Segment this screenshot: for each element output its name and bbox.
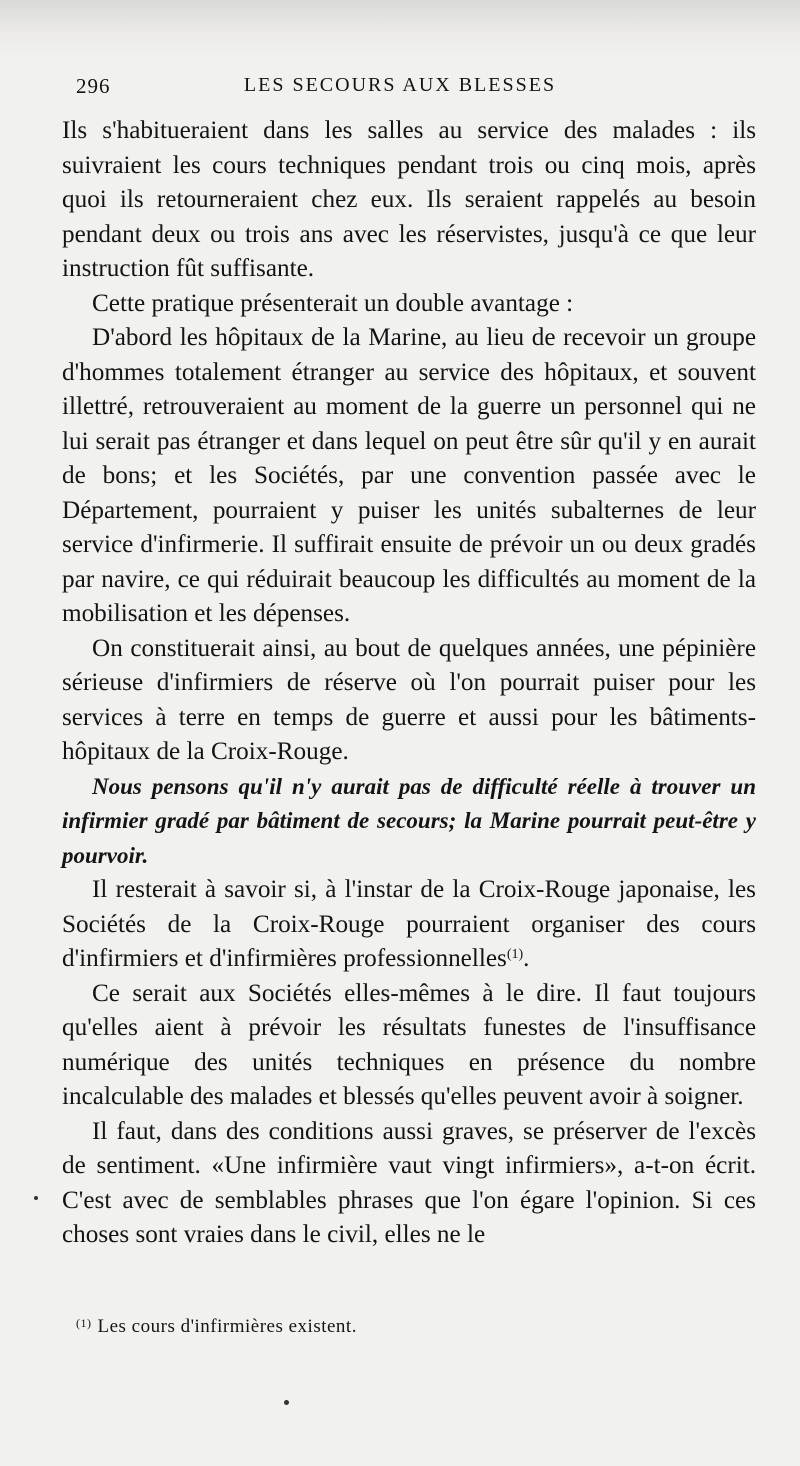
paragraph-5-italic: Nous pensons qu'il n'y aurait pas de difficulté réelle à trouver un infirmier gradé par bâtiment de secours; la Marine pourrait peut-être y pourvoir.: [62, 773, 756, 868]
paragraph-7: Ce serait aux Sociétés elles-mêmes à le dire. Il faut toujours qu'elles aient à prévoir les résultats funestes de l'insuffisance numérique des unités techniques en présence du nombre incalculable des malades et blessés qu'elles peuvent avoir à soigner.: [62, 979, 756, 1110]
footnote-marker: (1): [76, 1316, 92, 1330]
page-header: [60, 74, 740, 104]
paragraph-2: Cette pratique présenterait un double avantage :: [92, 289, 574, 317]
paragraph-6-text: Il resterait à savoir si, à l'instar de la Croix-Rouge japonaise, les Sociétés de la Croix-Rouge pourraient organiser des cours d'infirmiers et d'infirmières professionnelles: [62, 876, 756, 972]
running-title: LES SECOURS AUX BLESSES: [243, 74, 557, 96]
paragraph-6: [62, 873, 756, 977]
scan-speck: [284, 1400, 289, 1405]
paragraph-6-end: .: [523, 945, 530, 972]
paragraph-1: Ils s'habitueraient dans les salles au service des malades : ils suivraient les cours techniques pendant trois ou cinq mois, après quoi ils retourneraient chez eux. Ils seraient rappelés au besoin pendant deux ou trois ans avec les réservistes, jusqu'à ce que leur instruction fût suffisante.: [62, 117, 756, 282]
footnote-reference: (1): [506, 947, 524, 962]
scan-top-edge: [0, 0, 800, 60]
paragraph-8: Il faut, dans des conditions aussi graves, se préserver de l'excès de sentiment. «Une infirmière vaut vingt infirmiers», a-t-on écrit. C'est avec de semblables phrases que l'on égare l'opinion. Si ces choses sont vraies dans le civil, elles ne le: [62, 1117, 756, 1248]
footnote-text: Les cours d'infirmières existent.: [97, 1316, 357, 1337]
paragraph-4: On constituerait ainsi, au bout de quelques années, une pépinière sérieuse d'infirmiers de réserve où l'on pourrait puiser pour les services à terre en temps de guerre et aussi pour les bâtiments-hôpitaux de la Croix-Rouge.: [62, 634, 756, 765]
footnote: [76, 1316, 736, 1338]
scan-speck: [34, 1196, 38, 1200]
paragraph-3: D'abord les hôpitaux de la Marine, au lieu de recevoir un groupe d'hommes totalement étranger au service des hôpitaux, et souvent illettré, retrouveraient au moment de la guerre un personnel qui ne lui serait pas étranger et dans lequel on peut être sûr qu'il y en aurait de bons; et les Sociétés, par une convention passée avec le Département, pourraient y puiser les unités subalternes de leur service d'infirmerie. Il suffirait ensuite de prévoir un ou deux gradés par navire, ce qui réduirait beaucoup les difficultés au moment de la mobilisation et les dépenses.: [62, 324, 756, 627]
body-text: [62, 114, 756, 1253]
page-number: 296: [76, 74, 111, 98]
